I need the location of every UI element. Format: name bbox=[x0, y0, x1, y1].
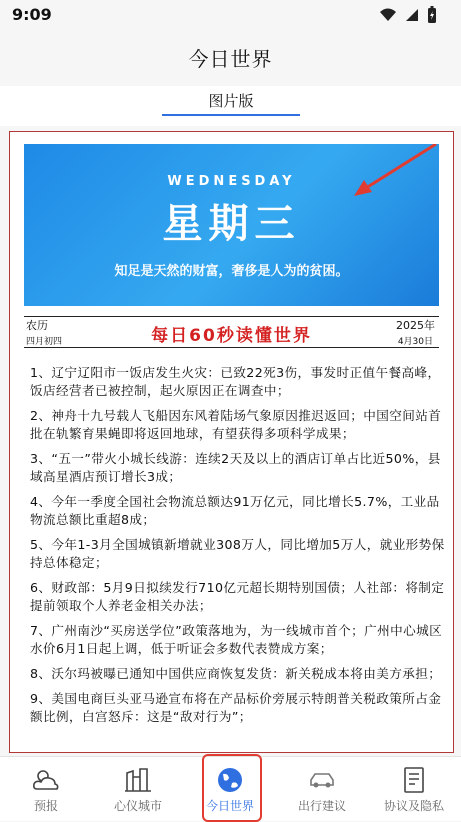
weather-icon bbox=[31, 765, 61, 795]
news-item: 5、今年1-3月全国城镇新增就业308万人，同比增加5万人，就业形势保持总体稳定； bbox=[30, 537, 445, 570]
lunar-date: 四月初四 bbox=[26, 337, 63, 347]
news-card bbox=[9, 131, 454, 753]
news-headline: 每日60秒读懂世界 bbox=[151, 326, 312, 346]
app-header bbox=[0, 34, 461, 86]
news-item: 8、沃尔玛被曝已通知中国供应商恢复发货：新关税成本将由美方承担； bbox=[30, 666, 442, 681]
news-item: 4、今年一季度全国社会物流总额达91万亿元，同比增长5.7%，工业品物流总额比重超8成； bbox=[30, 494, 440, 527]
document-icon bbox=[399, 765, 429, 795]
city-icon bbox=[123, 765, 153, 795]
annotation-arrow-icon bbox=[334, 144, 439, 214]
tab-forecast[interactable] bbox=[0, 757, 92, 821]
tab-label: 今日世界 bbox=[205, 799, 254, 813]
news-item: 7、广州南沙“买房送学位”政策落地为，为一线城市首个；广州中心城区水价6月1日起上调，低于听证会多数代表赞成方案； bbox=[30, 623, 443, 656]
news-item: 1、辽宁辽阳市一饭店发生火灾：已致22死3伤，事发时正值午餐高峰，饭店经营者已被控制，起火原因正在调查中； bbox=[30, 365, 441, 398]
news-item: 2、神舟十九号载人飞船因东风着陆场气象原因推迟返回；中国空间站首批在轨繁育果蝇即将返回地球，有望获得多项科学成果； bbox=[30, 408, 442, 441]
tab-label: 预报 bbox=[33, 799, 58, 813]
lunar-label: 农历 bbox=[26, 319, 48, 332]
weekday-chinese: 星期三 bbox=[162, 200, 301, 247]
tab-travel-advice[interactable] bbox=[276, 757, 368, 821]
date-year: 2025年 bbox=[396, 319, 435, 332]
daily-motto: 知足是天然的财富，奢侈是人为的贫困。 bbox=[114, 264, 349, 279]
weekday-english: WEDNESDAY bbox=[167, 174, 296, 189]
weekday-banner bbox=[24, 144, 439, 306]
status-bar bbox=[0, 0, 461, 34]
tab-label: 心仪城市 bbox=[113, 799, 162, 813]
date-bar bbox=[24, 316, 439, 348]
news-item: 9、美国电商巨头亚马逊宣布将在产品标价旁展示特朗普关税政策所占金额比例，白宫怒斥：这是“敌对行为”； bbox=[30, 691, 442, 724]
cell-signal-icon bbox=[405, 8, 419, 22]
news-list bbox=[30, 364, 450, 733]
signal-icon bbox=[379, 8, 397, 22]
status-icons bbox=[379, 6, 437, 24]
status-time: 9:09 bbox=[12, 5, 52, 24]
highlight-box bbox=[202, 754, 262, 822]
tab-row bbox=[0, 86, 461, 126]
tab-privacy[interactable] bbox=[368, 757, 460, 821]
car-icon bbox=[307, 765, 337, 795]
tab-image-version[interactable]: 图片版 bbox=[162, 86, 300, 116]
tab-label: 协议及隐私 bbox=[383, 799, 444, 813]
news-item: 6、财政部：5月9日拟续发行710亿元超长期特别国债；人社部：将制定提前领取个人养老金相关办法； bbox=[30, 580, 445, 613]
battery-icon bbox=[427, 6, 437, 24]
date-month-day: 4月30日 bbox=[397, 337, 433, 347]
page-title: 今日世界 bbox=[188, 47, 273, 71]
tab-label: 出行建议 bbox=[297, 799, 346, 813]
news-item: 3、“五一”带火小城长线游：连续2天及以上的酒店订单占比近50%，县域高星酒店预订增长3成； bbox=[30, 451, 441, 484]
tab-favorite-cities[interactable] bbox=[92, 757, 184, 821]
